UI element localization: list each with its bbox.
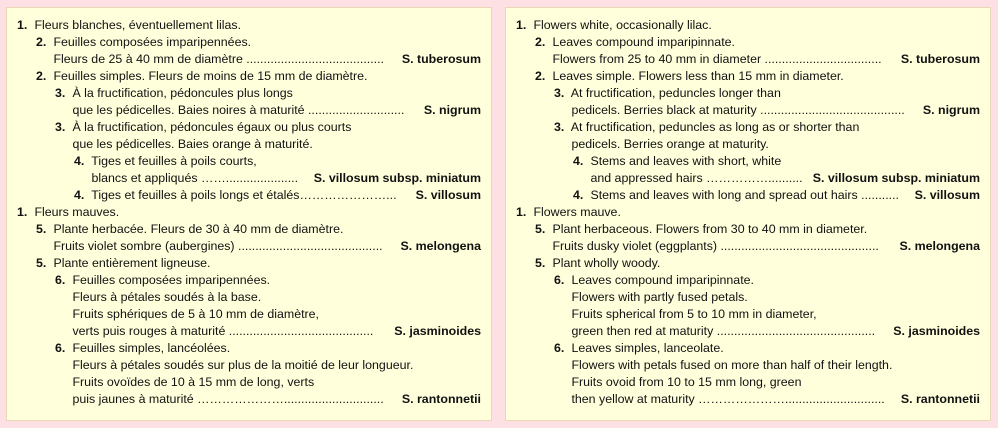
key-text: Fruits ovoïdes de 10 à 15 mm de long, verts bbox=[69, 375, 315, 389]
key-text: Flowers white, occasionally lilac. bbox=[530, 18, 712, 32]
key-step-number: 1. bbox=[516, 18, 527, 32]
key-line bbox=[554, 85, 980, 102]
species-name: S. melongena bbox=[400, 239, 481, 253]
key-text: À la fructification, pédoncules plus longs bbox=[69, 86, 293, 100]
key-text: Leaves compound imparipinnate. bbox=[549, 35, 735, 49]
species-name: S. nigrum bbox=[922, 103, 980, 117]
key-step-number: 5. bbox=[535, 222, 546, 236]
key-text: Plante herbacée. Fleurs de 30 à 40 mm de diamètre. bbox=[50, 222, 344, 236]
key-line bbox=[516, 204, 980, 221]
key-line bbox=[36, 34, 481, 51]
key-line bbox=[554, 136, 980, 153]
species-name: S. jasminoides bbox=[893, 324, 980, 338]
key-step-number: 3. bbox=[55, 86, 66, 100]
key-line bbox=[55, 289, 481, 306]
key-text: At fructification, peduncles longer than bbox=[568, 86, 781, 100]
key-line bbox=[74, 170, 481, 187]
key-text: Stems and leaves with short, white bbox=[587, 154, 782, 168]
key-text: At fructification, peduncles as long as or shorter than bbox=[568, 120, 860, 134]
key-text: Fleurs blanches, éventuellement lilas. bbox=[31, 18, 242, 32]
key-line bbox=[535, 238, 980, 255]
key-line bbox=[554, 119, 980, 136]
key-text: À la fructification, pédoncules égaux ou plus courts bbox=[69, 120, 352, 134]
key-text: Plant herbaceous. Flowers from 30 to 40 mm in diameter. bbox=[549, 222, 868, 236]
key-text: Feuilles simples, lancéolées. bbox=[69, 341, 231, 355]
key-line bbox=[55, 357, 481, 374]
key-line bbox=[36, 68, 481, 85]
key-line bbox=[55, 374, 481, 391]
key-step-number: 4. bbox=[74, 188, 85, 202]
key-text: Flowers from 25 to 40 mm in diameter .................................. bbox=[549, 52, 882, 66]
key-line bbox=[554, 289, 980, 306]
key-line bbox=[36, 255, 481, 272]
key-line bbox=[535, 255, 980, 272]
key-step-number: 1. bbox=[17, 205, 28, 219]
key-line bbox=[74, 153, 481, 170]
key-step-number: 5. bbox=[36, 222, 47, 236]
key-line bbox=[573, 187, 980, 204]
key-panel-french bbox=[6, 7, 492, 421]
key-text: Fleurs à pétales soudés à la base. bbox=[69, 290, 262, 304]
key-line bbox=[55, 102, 481, 119]
species-name: S. villosum subsp. miniatum bbox=[313, 171, 481, 185]
key-step-number: 3. bbox=[55, 120, 66, 134]
key-text: Leaves simples, lanceolate. bbox=[568, 341, 724, 355]
key-text: Flowers mauve. bbox=[530, 205, 621, 219]
key-step-number: 4. bbox=[573, 188, 584, 202]
species-name: S. rantonnetii bbox=[900, 392, 980, 406]
key-text: verts puis rouges à maturité .......................................... bbox=[69, 324, 374, 338]
key-step-number: 1. bbox=[516, 205, 527, 219]
key-step-number: 2. bbox=[535, 35, 546, 49]
key-text: Feuilles composées imparipennées. bbox=[50, 35, 252, 49]
key-line bbox=[554, 272, 980, 289]
key-line bbox=[554, 306, 980, 323]
key-line bbox=[554, 374, 980, 391]
key-line bbox=[554, 357, 980, 374]
key-step-number: 6. bbox=[55, 341, 66, 355]
species-name: S. villosum bbox=[415, 188, 481, 202]
species-name: S. jasminoides bbox=[394, 324, 481, 338]
key-text: Leaves compound imparipinnate. bbox=[568, 273, 754, 287]
key-text: Tiges et feuilles à poils longs et étalés…………………... bbox=[88, 188, 397, 202]
key-text: Flowers with petals fused on more than half of their length. bbox=[568, 358, 893, 372]
key-step-number: 4. bbox=[74, 154, 85, 168]
key-line bbox=[36, 51, 481, 68]
key-text: then yellow at maturity …………………............................. bbox=[568, 392, 885, 406]
key-text: Flowers with partly fused petals. bbox=[568, 290, 748, 304]
key-line bbox=[55, 119, 481, 136]
key-text: Leaves simple. Flowers less than 15 mm in diameter. bbox=[549, 69, 844, 83]
key-line bbox=[535, 51, 980, 68]
key-line bbox=[36, 221, 481, 238]
key-line bbox=[55, 391, 481, 408]
key-line bbox=[55, 85, 481, 102]
key-text: Fleurs de 25 à 40 mm de diamètre ........................................ bbox=[50, 52, 384, 66]
species-name: S. tuberosum bbox=[401, 52, 481, 66]
key-line bbox=[554, 391, 980, 408]
key-line bbox=[535, 68, 980, 85]
key-panel-english bbox=[505, 7, 991, 421]
key-text: pedicels. Berries orange at maturity. bbox=[568, 137, 769, 151]
key-text: Plant wholly woody. bbox=[549, 256, 661, 270]
key-line bbox=[17, 17, 481, 34]
species-name: S. villosum bbox=[914, 188, 980, 202]
key-line bbox=[74, 187, 481, 204]
key-line bbox=[535, 34, 980, 51]
key-step-number: 6. bbox=[554, 341, 565, 355]
key-text: Fleurs à pétales soudés sur plus de la moitié de leur longueur. bbox=[69, 358, 414, 372]
key-text: blancs et appliqués ……..................... bbox=[88, 171, 299, 185]
key-line bbox=[535, 221, 980, 238]
key-line bbox=[36, 238, 481, 255]
key-step-number: 2. bbox=[535, 69, 546, 83]
key-line bbox=[55, 323, 481, 340]
key-text: Fleurs mauves. bbox=[31, 205, 120, 219]
key-step-number: 5. bbox=[36, 256, 47, 270]
key-line bbox=[554, 323, 980, 340]
species-name: S. tuberosum bbox=[900, 52, 980, 66]
key-line bbox=[17, 204, 481, 221]
key-step-number: 6. bbox=[55, 273, 66, 287]
key-step-number: 2. bbox=[36, 69, 47, 83]
key-text: Fruits spherical from 5 to 10 mm in diameter, bbox=[568, 307, 817, 321]
key-step-number: 1. bbox=[17, 18, 28, 32]
key-text: Feuilles composées imparipennées. bbox=[69, 273, 271, 287]
key-step-number: 2. bbox=[36, 35, 47, 49]
key-line bbox=[554, 102, 980, 119]
key-step-number: 6. bbox=[554, 273, 565, 287]
species-name: S. nigrum bbox=[423, 103, 481, 117]
key-line bbox=[55, 340, 481, 357]
key-text: Plante entièrement ligneuse. bbox=[50, 256, 211, 270]
key-text: green then red at maturity .............................................. bbox=[568, 324, 876, 338]
key-text: pedicels. Berries black at maturity .......................................... bbox=[568, 103, 905, 117]
key-step-number: 4. bbox=[573, 154, 584, 168]
key-text: que les pédicelles. Baies noires à maturité ............................ bbox=[69, 103, 405, 117]
key-text: Tiges et feuilles à poils courts, bbox=[88, 154, 257, 168]
key-line bbox=[516, 17, 980, 34]
key-text: Fruits dusky violet (eggplants) .............................................. bbox=[549, 239, 879, 253]
key-step-number: 3. bbox=[554, 120, 565, 134]
key-line bbox=[55, 272, 481, 289]
species-name: S. villosum subsp. miniatum bbox=[812, 171, 980, 185]
key-text: Feuilles simples. Fleurs de moins de 15 mm de diamètre. bbox=[50, 69, 368, 83]
species-name: S. rantonnetii bbox=[401, 392, 481, 406]
key-text: Fruits ovoid from 10 to 15 mm long, green bbox=[568, 375, 802, 389]
key-text: Stems and leaves with long and spread out hairs ........... bbox=[587, 188, 899, 202]
key-line bbox=[554, 340, 980, 357]
key-line bbox=[573, 153, 980, 170]
key-text: Fruits violet sombre (aubergines) .......................................... bbox=[50, 239, 383, 253]
key-text: Fruits sphériques de 5 à 10 mm de diamètre, bbox=[69, 307, 319, 321]
species-name: S. melongena bbox=[899, 239, 980, 253]
key-line bbox=[55, 136, 481, 153]
key-line bbox=[55, 306, 481, 323]
key-text: puis jaunes à maturité …………………............................. bbox=[69, 392, 384, 406]
key-line bbox=[573, 170, 980, 187]
key-text: que les pédicelles. Baies orange à maturité. bbox=[69, 137, 313, 151]
key-step-number: 5. bbox=[535, 256, 546, 270]
key-step-number: 3. bbox=[554, 86, 565, 100]
key-text: and appressed hairs …………….......... bbox=[587, 171, 803, 185]
